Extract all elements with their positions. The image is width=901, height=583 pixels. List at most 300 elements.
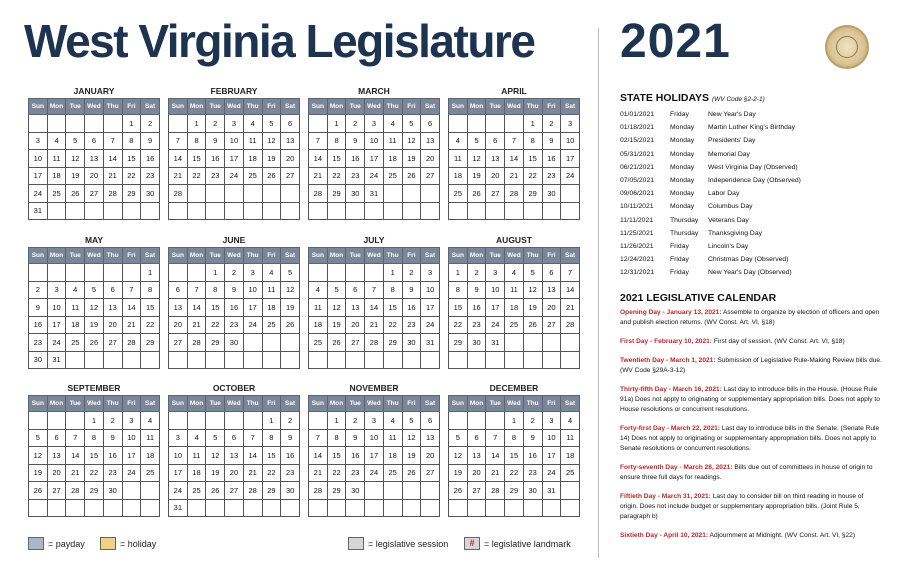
day-cell: 17 [122,447,141,465]
day-cell: 6 [85,132,104,150]
day-cell: 30 [225,334,244,352]
weekday-header: Tue [346,396,365,412]
empty-cell [505,351,524,369]
day-cell: 21 [365,316,384,334]
day-cell: 1 [505,412,524,430]
empty-cell [103,264,122,282]
empty-cell [122,202,141,220]
day-cell: 12 [467,150,486,168]
weekday-header: Wed [505,396,524,412]
empty-cell [122,351,141,369]
weekday-header: Wed [225,396,244,412]
calendar-entry [620,356,882,376]
day-cell: 22 [262,464,281,482]
day-cell: 2 [346,412,365,430]
empty-cell [103,202,122,220]
day-cell: 12 [281,281,300,299]
empty-cell [383,351,402,369]
month-table [168,395,300,517]
empty-cell [103,499,122,517]
day-cell: 11 [383,132,402,150]
day-cell: 26 [467,185,486,203]
weekday-header: Sun [309,248,328,264]
day-cell: 12 [206,447,225,465]
day-cell: 23 [141,167,160,185]
empty-cell [421,202,440,220]
day-cell: 7 [243,429,262,447]
legend-landmark-label: = legislative landmark [484,538,571,549]
weekday-header: Fri [122,248,141,264]
day-cell: 10 [561,132,580,150]
weekday-header: Fri [402,248,421,264]
day-cell: 30 [29,351,48,369]
holiday-name: Independence Day (Observed) [708,176,801,184]
empty-cell [365,264,384,282]
day-cell: 11 [243,132,262,150]
month-april [448,86,580,220]
day-cell: 11 [449,150,468,168]
month-name: JANUARY [73,86,115,96]
day-cell: 29 [262,482,281,500]
empty-cell [103,115,122,133]
empty-cell [47,115,66,133]
day-cell: 22 [206,316,225,334]
day-cell: 29 [327,185,346,203]
day-cell: 7 [122,281,141,299]
weekday-header: Thu [243,248,262,264]
holiday-date: 11/26/2021 [620,242,654,250]
day-cell: 16 [141,150,160,168]
day-cell: 11 [309,299,328,317]
calendar-entry [620,385,882,415]
day-cell: 10 [542,429,561,447]
day-cell: 15 [505,447,524,465]
month-name: JULY [363,235,385,245]
day-cell: 4 [141,412,160,430]
month-name: AUGUST [496,235,532,245]
day-cell: 21 [103,167,122,185]
day-cell: 26 [449,482,468,500]
landmark-swatch: # [464,537,480,550]
day-cell: 30 [402,334,421,352]
day-cell: 28 [66,482,85,500]
empty-cell [85,264,104,282]
day-cell: 29 [505,482,524,500]
day-cell: 5 [29,429,48,447]
day-cell: 8 [505,429,524,447]
day-cell: 3 [243,264,262,282]
day-cell: 6 [47,429,66,447]
empty-cell [542,202,561,220]
month-july [308,235,440,369]
empty-cell [85,202,104,220]
empty-cell [346,264,365,282]
empty-cell [383,185,402,203]
day-cell: 23 [281,464,300,482]
empty-cell [542,499,561,517]
entry-text: Bills due out of committees in house of origin to ensure three full days for readings. [620,464,873,481]
empty-cell [206,351,225,369]
day-cell: 12 [85,299,104,317]
day-cell: 17 [243,299,262,317]
day-cell: 10 [225,132,244,150]
holiday-weekday: Thursday [670,216,699,224]
day-cell: 3 [486,264,505,282]
day-cell: 1 [327,412,346,430]
empty-cell [66,412,85,430]
day-cell: 27 [281,167,300,185]
day-cell: 1 [327,115,346,133]
day-cell: 22 [327,167,346,185]
month-name: MAY [84,235,104,245]
holiday-row [620,174,890,187]
empty-cell [169,202,188,220]
calendar-entry [620,337,882,347]
day-cell: 7 [169,132,188,150]
day-cell: 20 [486,167,505,185]
day-cell: 14 [561,281,580,299]
day-cell: 8 [523,132,542,150]
day-cell: 18 [561,447,580,465]
empty-cell [66,499,85,517]
day-cell: 5 [327,281,346,299]
empty-cell [103,351,122,369]
day-cell: 16 [542,150,561,168]
weekday-header: Thu [243,99,262,115]
day-cell: 15 [141,299,160,317]
empty-cell [402,482,421,500]
day-cell: 8 [327,132,346,150]
month-table [448,98,580,220]
day-cell: 28 [561,316,580,334]
day-cell: 25 [383,464,402,482]
day-cell: 24 [225,167,244,185]
day-cell: 19 [262,150,281,168]
empty-cell [449,202,468,220]
day-cell: 28 [243,482,262,500]
calendar-entry [620,308,882,328]
empty-cell [449,412,468,430]
day-cell: 11 [262,281,281,299]
holiday-row [620,200,890,213]
day-cell: 12 [402,429,421,447]
holiday-date: 11/11/2021 [620,216,654,224]
holiday-date: 12/24/2021 [620,256,655,264]
empty-cell [169,115,188,133]
empty-cell [262,202,281,220]
day-cell: 10 [169,447,188,465]
weekday-header: Mon [187,99,206,115]
month-february [168,86,300,220]
day-cell: 6 [421,412,440,430]
day-cell: 5 [467,132,486,150]
day-cell: 1 [383,264,402,282]
day-cell: 25 [561,464,580,482]
empty-cell [467,412,486,430]
day-cell: 14 [309,150,328,168]
day-cell: 26 [85,334,104,352]
day-cell: 24 [122,464,141,482]
holiday-weekday: Friday [670,111,689,118]
month-name: NOVEMBER [349,383,399,393]
day-cell: 15 [187,150,206,168]
weekday-header: Sat [421,99,440,115]
weekday-header: Fri [542,248,561,264]
state-holidays-panel [620,92,890,279]
empty-cell [561,499,580,517]
empty-cell [243,351,262,369]
legend-landmark [464,537,571,550]
day-cell: 20 [281,150,300,168]
empty-cell [309,499,328,517]
day-cell: 30 [103,482,122,500]
empty-cell [281,202,300,220]
day-cell: 15 [206,299,225,317]
weekday-header: Thu [103,248,122,264]
day-cell: 23 [346,167,365,185]
day-cell: 25 [309,334,328,352]
day-cell: 21 [243,464,262,482]
empty-cell [365,482,384,500]
day-cell: 5 [402,115,421,133]
empty-cell [421,351,440,369]
day-cell: 7 [309,429,328,447]
empty-cell [187,264,206,282]
day-cell: 20 [421,447,440,465]
day-cell: 16 [225,299,244,317]
holiday-swatch [100,537,116,550]
day-cell: 21 [169,167,188,185]
day-cell: 6 [103,281,122,299]
weekday-header: Tue [206,396,225,412]
day-cell: 29 [85,482,104,500]
day-cell: 16 [523,447,542,465]
empty-cell [486,115,505,133]
day-cell: 28 [365,334,384,352]
month-name: JUNE [222,235,246,245]
legend-holiday-label: = holiday [120,538,157,549]
day-cell: 17 [225,150,244,168]
empty-cell [141,351,160,369]
weekday-header: Wed [85,99,104,115]
weekday-header: Fri [542,396,561,412]
page-title: West Virginia Legislature [24,15,535,67]
day-cell: 10 [122,429,141,447]
day-cell: 27 [421,464,440,482]
weekday-header: Sun [169,396,188,412]
empty-cell [561,202,580,220]
day-cell: 13 [542,281,561,299]
month-name: MARCH [358,86,390,96]
weekday-header: Sat [281,396,300,412]
day-cell: 15 [327,150,346,168]
holiday-date: 11/25/2021 [620,229,654,237]
empty-cell [402,185,421,203]
legend-payday [28,537,85,550]
day-cell: 18 [309,316,328,334]
day-cell: 4 [449,132,468,150]
day-cell: 31 [47,351,66,369]
weekday-header: Wed [225,99,244,115]
day-cell: 25 [187,482,206,500]
day-cell: 1 [85,412,104,430]
day-cell: 4 [47,132,66,150]
holiday-row [620,161,890,174]
weekday-header: Mon [187,396,206,412]
day-cell: 10 [47,299,66,317]
empty-cell [187,499,206,517]
weekday-header: Thu [243,396,262,412]
month-table [168,247,300,369]
month-table [28,395,160,517]
empty-cell [281,499,300,517]
day-cell: 21 [309,167,328,185]
day-cell: 22 [122,167,141,185]
weekday-header: Tue [346,99,365,115]
legend-session-label: = legislative session [368,538,449,549]
holiday-date: 05/31/2021 [620,150,655,158]
weekday-header: Tue [206,99,225,115]
day-cell: 8 [85,429,104,447]
weekday-header: Sat [421,396,440,412]
day-cell: 24 [365,167,384,185]
day-cell: 14 [505,150,524,168]
day-cell: 28 [309,482,328,500]
day-cell: 21 [309,464,328,482]
day-cell: 25 [47,185,66,203]
month-january [28,86,160,220]
empty-cell [505,334,524,352]
day-cell: 4 [309,281,328,299]
empty-cell [122,264,141,282]
empty-cell [169,412,188,430]
day-cell: 26 [402,167,421,185]
day-cell: 6 [486,132,505,150]
day-cell: 12 [29,447,48,465]
day-cell: 7 [486,429,505,447]
day-cell: 14 [187,299,206,317]
holiday-name: Veterans Day [708,216,749,224]
day-cell: 19 [523,299,542,317]
day-cell: 14 [103,150,122,168]
empty-cell [29,499,48,517]
empty-cell [346,351,365,369]
weekday-header: Mon [187,248,206,264]
day-cell: 13 [281,132,300,150]
weekday-header: Fri [122,99,141,115]
day-cell: 9 [225,281,244,299]
day-cell: 14 [243,447,262,465]
weekday-header: Tue [486,248,505,264]
day-cell: 13 [169,299,188,317]
day-cell: 24 [29,185,48,203]
day-cell: 26 [327,334,346,352]
holiday-weekday: Friday [670,269,689,277]
holiday-row [620,214,890,227]
weekday-header: Tue [486,99,505,115]
day-cell: 27 [47,482,66,500]
day-cell: 28 [505,185,524,203]
weekday-header: Tue [206,248,225,264]
weekday-header: Sun [449,99,468,115]
state-holidays-heading [620,92,890,104]
day-cell: 3 [47,281,66,299]
day-cell: 5 [85,281,104,299]
day-cell: 2 [402,264,421,282]
day-cell: 30 [281,482,300,500]
empty-cell [561,482,580,500]
day-cell: 16 [281,447,300,465]
day-cell: 26 [281,316,300,334]
entry-text: Last day to introduce bills in the Senate. (Senate Rule 14) Does not apply to originating or supplementary appropriation bills. Does not apply to Senate resolutions or concurrent resolutions. [620,425,880,452]
weekday-header: Sun [449,248,468,264]
empty-cell [402,351,421,369]
empty-cell [66,264,85,282]
empty-cell [421,185,440,203]
entry-title: Opening Day - January 13, 2021: [620,309,722,316]
day-cell: 24 [169,482,188,500]
day-cell: 13 [467,447,486,465]
empty-cell [141,482,160,500]
weekday-header: Wed [85,396,104,412]
day-cell: 2 [206,115,225,133]
day-cell: 19 [467,167,486,185]
holiday-weekday: Monday [670,137,695,145]
day-cell: 15 [523,150,542,168]
weekday-header: Thu [103,396,122,412]
day-cell: 9 [29,299,48,317]
day-cell: 31 [169,499,188,517]
weekday-header: Mon [467,99,486,115]
empty-cell [523,351,542,369]
day-cell: 8 [449,281,468,299]
day-cell: 26 [29,482,48,500]
calendar-entry [620,492,882,522]
empty-cell [29,115,48,133]
day-cell: 9 [523,429,542,447]
empty-cell [206,412,225,430]
day-cell: 20 [346,316,365,334]
weekday-header: Wed [505,99,524,115]
month-table [308,247,440,369]
day-cell: 14 [66,447,85,465]
day-cell: 19 [206,464,225,482]
day-cell: 4 [262,264,281,282]
day-cell: 5 [262,115,281,133]
weekday-header: Sun [309,99,328,115]
weekday-header: Fri [122,396,141,412]
day-cell: 29 [206,334,225,352]
weekday-header: Mon [467,396,486,412]
day-cell: 28 [187,334,206,352]
day-cell: 4 [187,429,206,447]
day-cell: 21 [122,316,141,334]
day-cell: 30 [467,334,486,352]
weekday-header: Mon [467,248,486,264]
weekday-header: Fri [402,99,421,115]
empty-cell [486,499,505,517]
weekday-header: Fri [542,99,561,115]
state-holidays-list [620,108,890,279]
day-cell: 7 [365,281,384,299]
day-cell: 28 [169,185,188,203]
day-cell: 7 [187,281,206,299]
day-cell: 10 [421,281,440,299]
month-name: SEPTEMBER [67,383,121,393]
month-december [448,383,580,517]
empty-cell [85,351,104,369]
day-cell: 28 [309,185,328,203]
